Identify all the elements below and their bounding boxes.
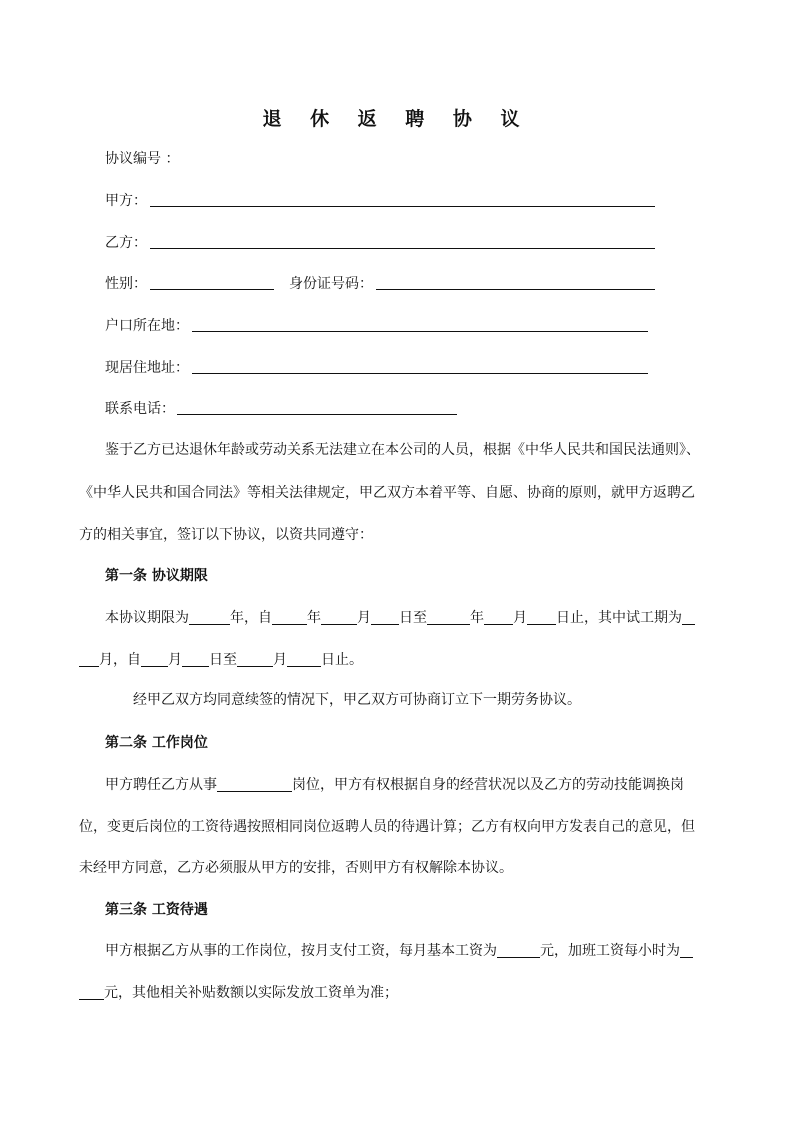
month-text: 月 [273, 652, 287, 668]
overtime-rate-blank[interactable] [680, 941, 693, 958]
intro-line-2: 《中华人民共和国合同法》等相关法律规定，甲乙双方本着平等、自愿、协商的原则，就甲方返聘乙 [79, 485, 695, 501]
agreement-number-label: 协议编号 ： [105, 151, 180, 167]
end-day-blank[interactable] [527, 608, 556, 625]
probation-end-day-blank[interactable] [287, 650, 321, 667]
base-salary-text: 甲方根据乙方从事的工作岗位，按月支付工资，每月基本工资为 [105, 943, 497, 959]
probation-end-month-blank[interactable] [237, 650, 273, 667]
party-b-blank[interactable] [150, 248, 655, 249]
gender-blank[interactable] [150, 289, 274, 290]
to-text: 日至 [399, 610, 427, 626]
article-1-heading: 第一条 协议期限 [105, 568, 208, 584]
overtime-rate-blank-cont[interactable] [79, 983, 104, 1000]
article-1-paragraph-line-1 [105, 608, 695, 628]
month-text: 月 [168, 652, 182, 668]
probation-start-day-blank[interactable] [182, 650, 209, 667]
position-text: 甲方聘任乙方从事 [105, 777, 217, 793]
position-adjust-text: 岗位，甲方有权根据自身的经营状况以及乙方的劳动技能调换岗 [292, 777, 684, 793]
from-text: 年，自 [230, 610, 272, 626]
term-text: 本协议期限为 [105, 610, 189, 626]
article-3-line-2 [79, 983, 398, 1003]
household-registration-blank[interactable] [192, 331, 648, 332]
probation-start-month-blank[interactable] [141, 650, 168, 667]
id-number-label: 身份证号码： [289, 276, 373, 292]
allowance-text: 元，其他相关补贴数额以实际发放工资单为准； [104, 985, 398, 1001]
year-text: 年 [470, 610, 484, 626]
year-text: 年 [307, 610, 321, 626]
month-text: 月 [357, 610, 371, 626]
end-year-blank[interactable] [427, 608, 470, 625]
article-2-heading: 第二条 工作岗位 [105, 735, 208, 751]
start-day-blank[interactable] [371, 608, 399, 625]
intro-line-3: 方的相关事宜，签订以下协议，以资共同遵守： [79, 527, 373, 543]
article-3-line-1 [105, 941, 693, 961]
term-years-blank[interactable] [189, 608, 230, 625]
household-registration-label: 户口所在地： [105, 318, 189, 334]
article-2-line-1 [105, 775, 684, 795]
end-month-blank[interactable] [484, 608, 513, 625]
phone-label: 联系电话： [105, 401, 175, 417]
overtime-text: 元，加班工资每小时为 [540, 943, 680, 959]
current-address-label: 现居住地址： [105, 360, 189, 376]
document-title: 退 休 返 聘 协 议 [262, 108, 531, 130]
article-3-heading: 第三条 工资待遇 [105, 902, 208, 918]
probation-months-blank-cont[interactable] [79, 650, 99, 667]
id-number-blank[interactable] [376, 289, 655, 290]
article-2-line-3: 未经甲方同意，乙方必须服从甲方的安排，否则甲方有权解除本协议。 [79, 860, 513, 876]
phone-blank[interactable] [177, 414, 457, 415]
party-b-label: 乙方： [105, 235, 147, 251]
party-a-blank[interactable] [150, 206, 655, 207]
base-salary-blank[interactable] [497, 941, 540, 958]
gender-label: 性别： [105, 276, 147, 292]
probation-from-text: 月，自 [99, 652, 141, 668]
article-1-paragraph-line-2 [79, 650, 363, 670]
party-a-label: 甲方： [105, 193, 147, 209]
probation-months-blank[interactable] [682, 608, 695, 625]
position-blank[interactable] [217, 775, 292, 792]
start-month-blank[interactable] [321, 608, 357, 625]
renewal-clause: 经甲乙双方均同意续签的情况下，甲乙双方可协商订立下一期劳务协议。 [133, 692, 581, 708]
intro-line-1: 鉴于乙方已达退休年龄或劳动关系无法建立在本公司的人员，根据《中华人民共和国民法通则》、 [105, 442, 700, 458]
start-year-blank[interactable] [272, 608, 307, 625]
to-text: 日至 [209, 652, 237, 668]
end-text: 日止。 [321, 652, 363, 668]
probation-text: 日止，其中试工期为 [556, 610, 682, 626]
article-2-line-2: 位，变更后岗位的工资待遇按照相同岗位返聘人员的待遇计算；乙方有权向甲方发表自己的意见，但 [79, 819, 695, 835]
current-address-blank[interactable] [192, 373, 648, 374]
month-text: 月 [513, 610, 527, 626]
